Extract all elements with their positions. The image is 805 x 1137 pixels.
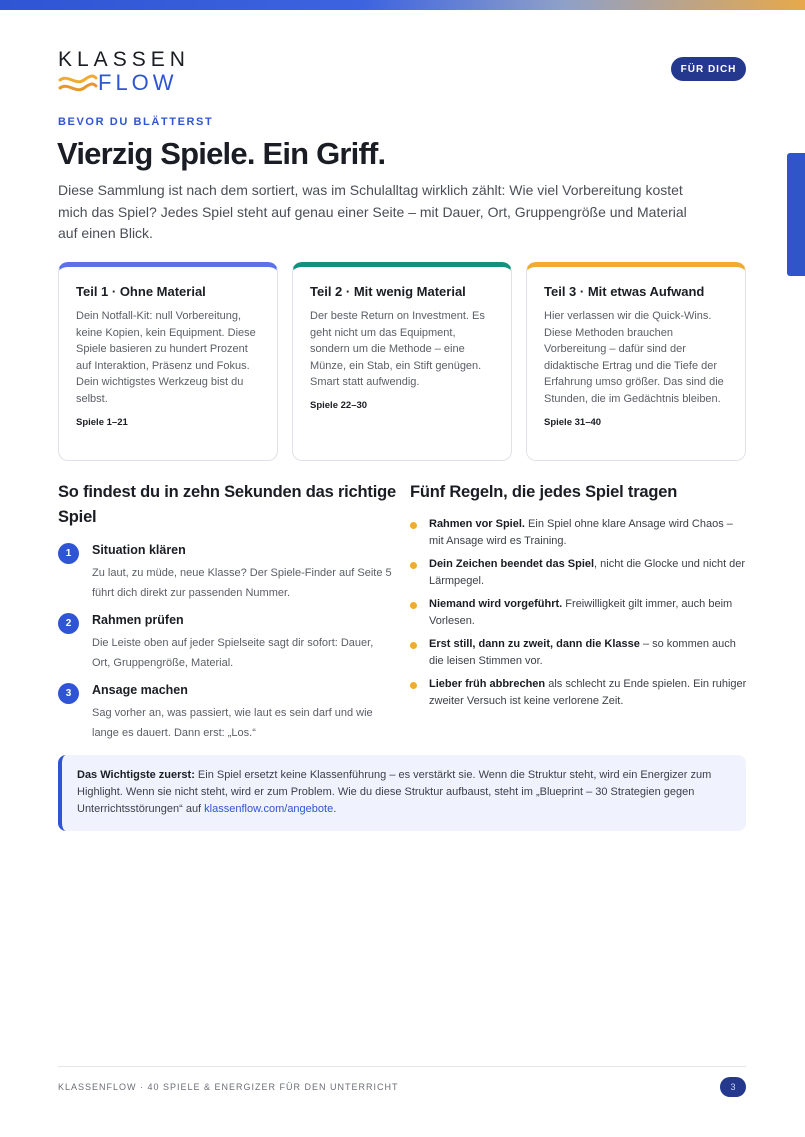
- step-body: Die Leiste oben auf jeder Spielseite sagt dir sofort: Dauer, Ort, Gruppengröße, Material.: [92, 637, 374, 669]
- rule-text: Freiwilligkeit gilt immer, auch beim Vorlesen.: [429, 598, 733, 627]
- key-takeaway-callout: [58, 755, 746, 831]
- rule-bold: Rahmen vor Spiel.: [429, 518, 525, 530]
- rules-list: [410, 516, 748, 716]
- card-range: Spiele 22–30: [310, 399, 368, 411]
- bullet-dot-icon: [410, 562, 417, 569]
- rule-text: als schlecht zu Ende spielen. Ein ruhiger zweiter Versuch ist keine verlorene Zeit.: [429, 678, 747, 707]
- rule-text: – so kommen auch die leisen Stimmen vor.: [429, 638, 736, 667]
- rule-item: [410, 676, 748, 709]
- rule-item: [410, 596, 748, 629]
- card-range: Spiele 31–40: [544, 416, 602, 428]
- logo-wordmark-bottom: FLOW: [98, 70, 178, 95]
- offers-link[interactable]: klassenflow.com/angebote: [204, 803, 334, 815]
- card-body: Dein Notfall-Kit: null Vorbereitung, keine Kopien, kein Equipment. Diese Spiele basieren zu hundert Prozent auf Interaktion, Präsenz und Fokus. Dein wichtigstes Werkzeug bist du selbst.: [76, 310, 256, 405]
- wave-icon: [58, 72, 98, 94]
- rule-item: [410, 556, 748, 589]
- rule-text: , nicht die Glocke und nicht der Lärmpegel.: [429, 558, 746, 587]
- card-range: Spiele 1–21: [76, 416, 128, 428]
- step-title: Rahmen prüfen: [92, 613, 184, 627]
- footer-divider: [58, 1066, 746, 1067]
- rule-item: [410, 636, 748, 669]
- bullet-dot-icon: [410, 522, 417, 529]
- card-title: Teil 3 · Mit etwas Aufwand: [544, 284, 705, 299]
- logo-wordmark-top: KLASSEN: [58, 48, 190, 71]
- bullet-dot-icon: [410, 682, 417, 689]
- footer-text: KLASSENFLOW · 40 SPIELE & ENERGIZER FÜR DEN UNTERRICHT: [58, 1082, 399, 1092]
- step-number-badge: 1: [58, 543, 79, 564]
- step-body: Zu laut, zu müde, neue Klasse? Der Spiele-Finder auf Seite 5 führt dich direkt zur passenden Nummer.: [92, 567, 392, 599]
- eyebrow-label: BEVOR DU BLÄTTERST: [58, 116, 214, 128]
- klassenflow-logo: [58, 48, 198, 96]
- intro-paragraph: Diese Sammlung ist nach dem sortiert, was im Schulalltag wirklich zählt: Wie viel Vorbereitung kostet mich das Spiel? Jedes Spiel steht auf genau einer Seite – mit Dauer, Ort, Gruppengröße und Material auf einen Blick.: [58, 182, 687, 241]
- bullet-dot-icon: [410, 642, 417, 649]
- step-number-badge: 3: [58, 683, 79, 704]
- step-body: Sag vorher an, was passiert, wie laut es sein darf und wie lange es dauert. Dann erst: „Los.“: [92, 707, 373, 739]
- rule-bold: Niemand wird vorgeführt.: [429, 598, 563, 610]
- rule-text: Ein Spiel ohne klare Ansage wird Chaos – mit Ansage wird es Training.: [429, 518, 733, 547]
- step-title: Ansage machen: [92, 683, 188, 697]
- page-number-badge: 3: [720, 1077, 746, 1097]
- callout-end: .: [333, 803, 337, 815]
- card-body: Hier verlassen wir die Quick-Wins. Diese Methoden brauchen Vorbereitung – dafür sind der didaktische Ertrag und die Tiefe der Erfahrung umso größer. Das sind die Stunden, die im Gedächtnis bleiben.: [544, 310, 724, 405]
- card-title: Teil 2 · Mit wenig Material: [310, 284, 466, 299]
- finder-heading: So findest du in zehn Sekunden das richtige Spiel: [58, 483, 396, 526]
- card-body: Der beste Return on Investment. Es geht nicht um das Equipment, sondern um die Methode – eine Münze, ein Stab, ein Stift genügen. Smart statt aufwendig.: [310, 310, 485, 389]
- callout-bold: Das Wichtigste zuerst:: [77, 769, 195, 781]
- step-number-badge: 2: [58, 613, 79, 634]
- part-card-2: [292, 262, 512, 461]
- side-bookmark-tab[interactable]: [787, 153, 805, 276]
- audience-badge: FÜR DICH: [671, 57, 746, 81]
- part-card-1: [58, 262, 278, 461]
- rules-heading: Fünf Regeln, die jedes Spiel tragen: [410, 483, 678, 501]
- bullet-dot-icon: [410, 602, 417, 609]
- rule-item: [410, 516, 748, 549]
- top-accent-bar: [0, 0, 805, 10]
- rule-bold: Lieber früh abbrechen: [429, 678, 546, 690]
- page-title: Vierzig Spiele. Ein Griff.: [57, 136, 386, 171]
- rule-bold: Erst still, dann zu zweit, dann die Klasse: [429, 638, 640, 650]
- step-title: Situation klären: [92, 543, 186, 557]
- callout-text: Ein Spiel ersetzt keine Klassenführung – es verstärkt sie. Wenn die Struktur steht, wird ein Energizer zum Highlight. Wenn sie nicht steht, wird er zum Problem. Wie du diese Struktur aufbaust, steht im „Blueprint – 30 Strategien gegen Unterrichtsstörungen“ auf: [77, 769, 712, 815]
- card-title: Teil 1 · Ohne Material: [76, 284, 206, 299]
- rule-bold: Dein Zeichen beendet das Spiel: [429, 558, 595, 570]
- part-card-3: [526, 262, 746, 461]
